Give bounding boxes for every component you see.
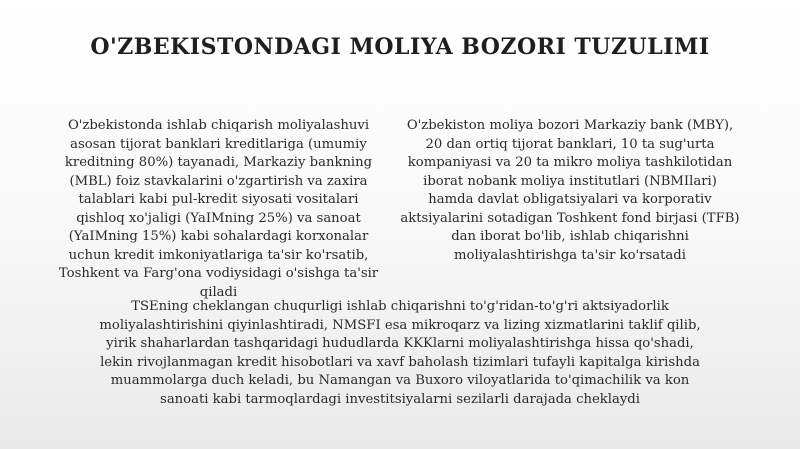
paragraph-left: O'zbekistonda ishlab chiqarish moliyalashuvi asosan tijorat banklari kreditlariga (umumiy kreditning 80%) tayanadi, Markaziy bankning (MBL) foiz stavkalarini o'zgartirish va zaxira talablari kabi pul-kredit siyosati vositalari qishloq xo'jaligi (YaIMning 25%) va sanoat (YaIMning 15%) kabi sohalardagi korxonalar uchun kredit imkoniyatlariga ta'sir ko'rsatib, Toshkent va Farg'ona vodiysidagi o'sishga ta'sir qiladi bbox=[58, 118, 379, 300]
paragraph-right: O'zbekiston moliya bozori Markaziy bank (MBY), 20 dan ortiq tijorat banklari, 10 ta sug'urta kompaniyasi va 20 ta mikro moliya tashkilotidan iborat nobank moliya institutlari (NBMIlari) hamda davlat obligatsiyalari va korporativ aktsiyalarini sotadigan Toshkent fond birjasi (TFB) dan iborat bo'lib, ishlab chiqarishni moliyalashtirishga ta'sir ko'rsatadi bbox=[400, 118, 740, 263]
slide-title: O'ZBEKISTONDAGI MOLIYA BOZORI TUZULIMI bbox=[90, 34, 710, 60]
paragraph-bottom: TSEning cheklangan chuqurligi ishlab chiqarishni to'g'ridan-to'g'ri aktsiyadorlik moliyalashtirishini qiyinlashtiradi, NMSFI esa mikroqarz va lizing xizmatlarini taklif qilib, yirik shaharlardan tashqaridagi hududlarda KKKlarni moliyalashtirishga hissa qo'shadi, lekin rivojlanmagan kredit hisobotlari va xavf baholash tizimlari tufayli kapitalga kirishda muammolarga duch keladi, bu Namangan va Buxoro viloyatlarida to'qimachilik va kon sanoati kabi tarmoqlardagi investitsiyalarni sezilarli darajada cheklaydi bbox=[99, 299, 701, 407]
